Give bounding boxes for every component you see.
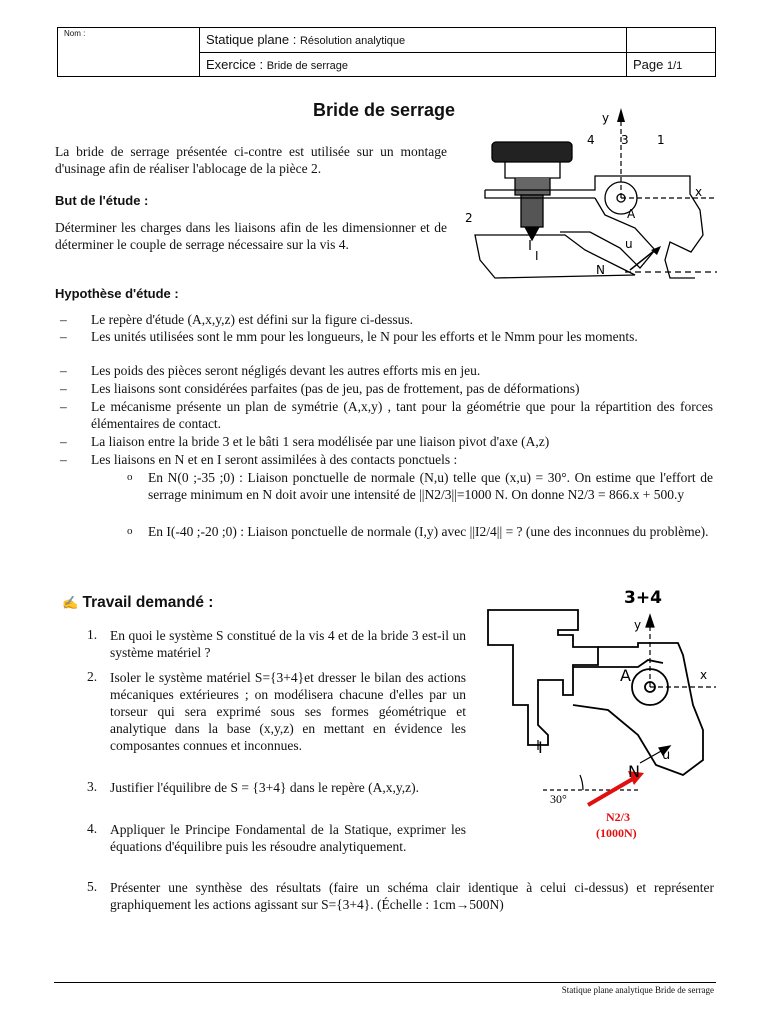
fig1-label: 4: [587, 133, 595, 147]
fig2-label: u: [662, 748, 671, 763]
page-cell: Page 1/1: [627, 52, 716, 77]
hypothesis-heading: Hypothèse d'étude :: [55, 286, 179, 301]
header-table: [57, 27, 716, 77]
fig2-label: 3+4: [624, 588, 662, 608]
fig2-label: y: [634, 618, 642, 632]
fig1-label: I: [535, 249, 539, 263]
exercise-cell: Exercice : Bride de serrage: [200, 52, 627, 77]
knob-shape: [492, 142, 572, 162]
footer-text: Statique plane analytique Bride de serrage: [561, 985, 714, 995]
fig1-label: x: [695, 185, 703, 199]
intro-paragraph: La bride de serrage présentée ci-contre est utilisée sur un montage d'usinage afin de réaliser l'ablocage de la pièce 2.: [55, 144, 447, 176]
fig1-label: 2: [465, 211, 473, 225]
fig2-label: x: [700, 668, 708, 682]
page-title: Bride de serrage: [312, 100, 456, 120]
goal-heading: But de l'étude :: [55, 193, 149, 208]
fig2-label: I: [538, 738, 543, 757]
fig1-label: 3: [621, 133, 629, 147]
fig2-label: N2/3: [606, 810, 630, 824]
fig1-label: A: [627, 207, 636, 221]
fig2-label: (1000N): [596, 826, 637, 840]
clamp-assembly-figure: [455, 100, 720, 285]
fig1-label: 1: [657, 133, 665, 147]
fig1-label: y: [602, 111, 610, 125]
fig2-label: N: [628, 762, 640, 781]
name-field[interactable]: Nom :: [58, 28, 200, 77]
fig1-label: N: [596, 263, 605, 277]
free-body-figure: [478, 585, 718, 845]
fig1-label: u: [625, 237, 633, 251]
work-heading: ✍ Travail demandé :: [62, 594, 214, 611]
fig2-label: 30°: [550, 792, 567, 806]
pencil-icon: ✍: [62, 595, 79, 610]
course-cell: Statique plane : Résolution analytique: [200, 28, 627, 53]
fig2-label: A: [620, 666, 631, 685]
force-arrow: [588, 777, 636, 805]
footer-divider: [54, 982, 716, 983]
goal-paragraph: Déterminer les charges dans les liaisons afin de les dimensionner et de déterminer le couple de serrage nécessaire sur la vis 4.: [55, 220, 447, 252]
